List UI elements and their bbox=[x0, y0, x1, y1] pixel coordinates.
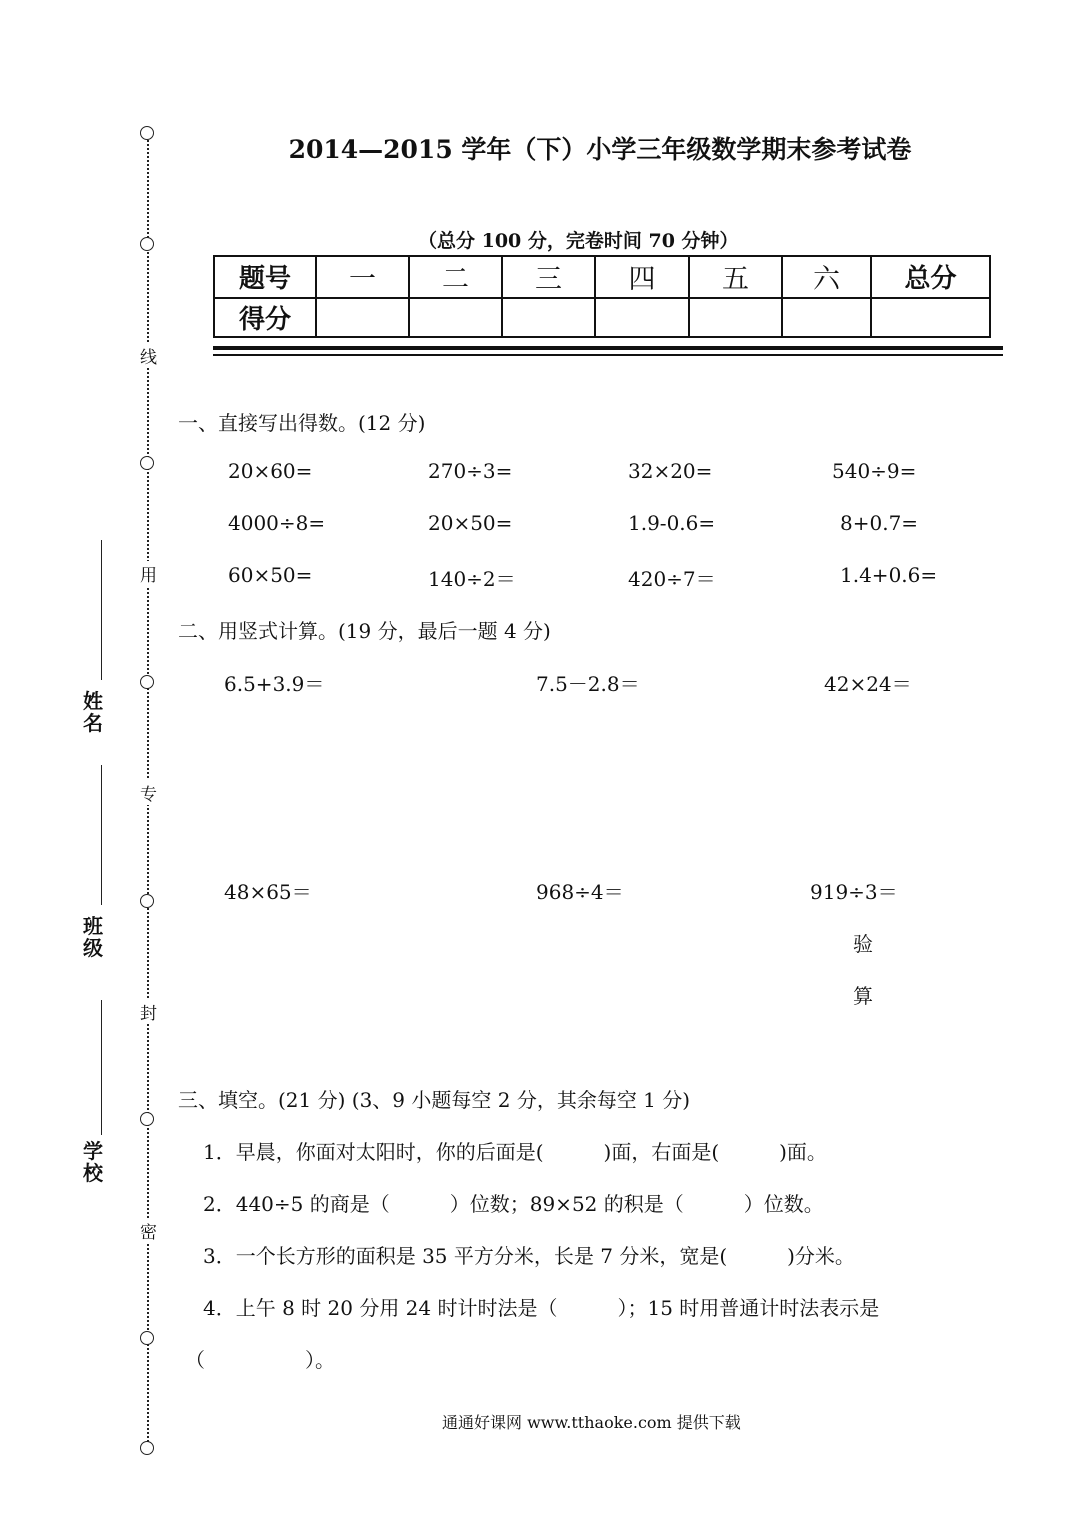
question: 8+0.7= bbox=[840, 511, 919, 535]
score-cell[interactable] bbox=[316, 298, 409, 338]
header-divider bbox=[213, 346, 1003, 350]
fill-blank-item: 2．440÷5 的商是（ ）位数；89×52 的积是（ ）位数。 bbox=[203, 1192, 824, 1216]
question: 4000÷8= bbox=[228, 511, 326, 535]
question: 968÷4＝ bbox=[536, 880, 624, 904]
header-divider bbox=[213, 354, 1003, 356]
score-table-header-cell: 二 bbox=[409, 256, 502, 298]
question: 6.5+3.9＝ bbox=[224, 672, 325, 696]
exam-info: （总分 100 分，完卷时间 70 分钟） bbox=[418, 230, 739, 252]
fill-blank-item: 1．早晨，你面对太阳时，你的后面是( )面，右面是( )面。 bbox=[203, 1140, 827, 1164]
class-fill-line bbox=[101, 765, 102, 905]
score-cell[interactable] bbox=[409, 298, 502, 338]
fill-blank-item: （ ）。 bbox=[185, 1348, 335, 1372]
question: 7.5－2.8＝ bbox=[536, 672, 640, 696]
score-table-header-cell: 五 bbox=[689, 256, 782, 298]
fill-blank-item: 3．一个长方形的面积是 35 平方分米，长是 7 分米，宽是( )分米。 bbox=[203, 1244, 855, 1268]
margin-char: 密 bbox=[140, 1218, 157, 1243]
score-cell[interactable] bbox=[871, 298, 990, 338]
score-cell[interactable] bbox=[782, 298, 871, 338]
name-label: 姓名 bbox=[83, 689, 103, 735]
score-table bbox=[213, 255, 991, 338]
binding-hole bbox=[140, 675, 154, 689]
score-table-score-row bbox=[214, 298, 990, 338]
question: 42×24＝ bbox=[824, 672, 912, 696]
binding-hole bbox=[140, 237, 154, 251]
binding-hole bbox=[140, 1112, 154, 1126]
check-label: 算 bbox=[853, 984, 873, 1008]
score-table-header-cell: 四 bbox=[595, 256, 689, 298]
score-table-header-row bbox=[214, 256, 990, 298]
question: 1.4+0.6= bbox=[840, 563, 938, 587]
section-3-heading: 三、填空。(21 分) (3、9 小题每空 2 分，其余每空 1 分) bbox=[178, 1088, 691, 1112]
question: 270÷3= bbox=[428, 459, 513, 483]
margin-char: 线 bbox=[140, 343, 157, 368]
page-title: 2014—2015 学年（下）小学三年级数学期末参考试卷 bbox=[288, 135, 912, 164]
score-cell[interactable] bbox=[502, 298, 595, 338]
binding-hole bbox=[140, 1441, 154, 1455]
question: 540÷9= bbox=[832, 459, 917, 483]
score-table-header-cell: 三 bbox=[502, 256, 595, 298]
score-table-header-cell: 题号 bbox=[214, 256, 316, 298]
score-cell[interactable] bbox=[689, 298, 782, 338]
question: 20×50= bbox=[428, 511, 513, 535]
binding-hole bbox=[140, 1331, 154, 1345]
fill-blank-item: 4．上午 8 时 20 分用 24 时计时法是（ ）；15 时用普通计时法表示是 bbox=[203, 1296, 880, 1320]
question: 919÷3＝ bbox=[810, 880, 898, 904]
margin-char: 封 bbox=[140, 999, 157, 1024]
name-fill-line bbox=[101, 540, 102, 680]
margin-char: 用 bbox=[140, 561, 157, 586]
score-row-label: 得分 bbox=[214, 298, 316, 338]
score-table-header-cell: 总分 bbox=[871, 256, 990, 298]
margin-char: 专 bbox=[140, 780, 157, 805]
score-cell[interactable] bbox=[595, 298, 689, 338]
class-label: 班级 bbox=[83, 914, 103, 960]
question: 1.9-0.6= bbox=[628, 511, 716, 535]
school-label: 学校 bbox=[83, 1139, 103, 1185]
question: 32×20= bbox=[628, 459, 713, 483]
score-table-header-cell: 六 bbox=[782, 256, 871, 298]
binding-hole bbox=[140, 894, 154, 908]
score-table-header-cell: 一 bbox=[316, 256, 409, 298]
question: 140÷2＝ bbox=[428, 567, 516, 591]
school-fill-line bbox=[101, 1000, 102, 1135]
question: 420÷7＝ bbox=[628, 567, 716, 591]
question: 48×65＝ bbox=[224, 880, 312, 904]
section-2-heading: 二、用竖式计算。(19 分，最后一题 4 分) bbox=[178, 619, 551, 643]
question: 20×60= bbox=[228, 459, 313, 483]
check-label: 验 bbox=[853, 932, 873, 956]
binding-hole bbox=[140, 456, 154, 470]
footer-credit: 通通好课网 www.tthaoke.com 提供下载 bbox=[442, 1413, 741, 1432]
question: 60×50= bbox=[228, 563, 313, 587]
section-1-heading: 一、直接写出得数。(12 分) bbox=[178, 411, 426, 435]
